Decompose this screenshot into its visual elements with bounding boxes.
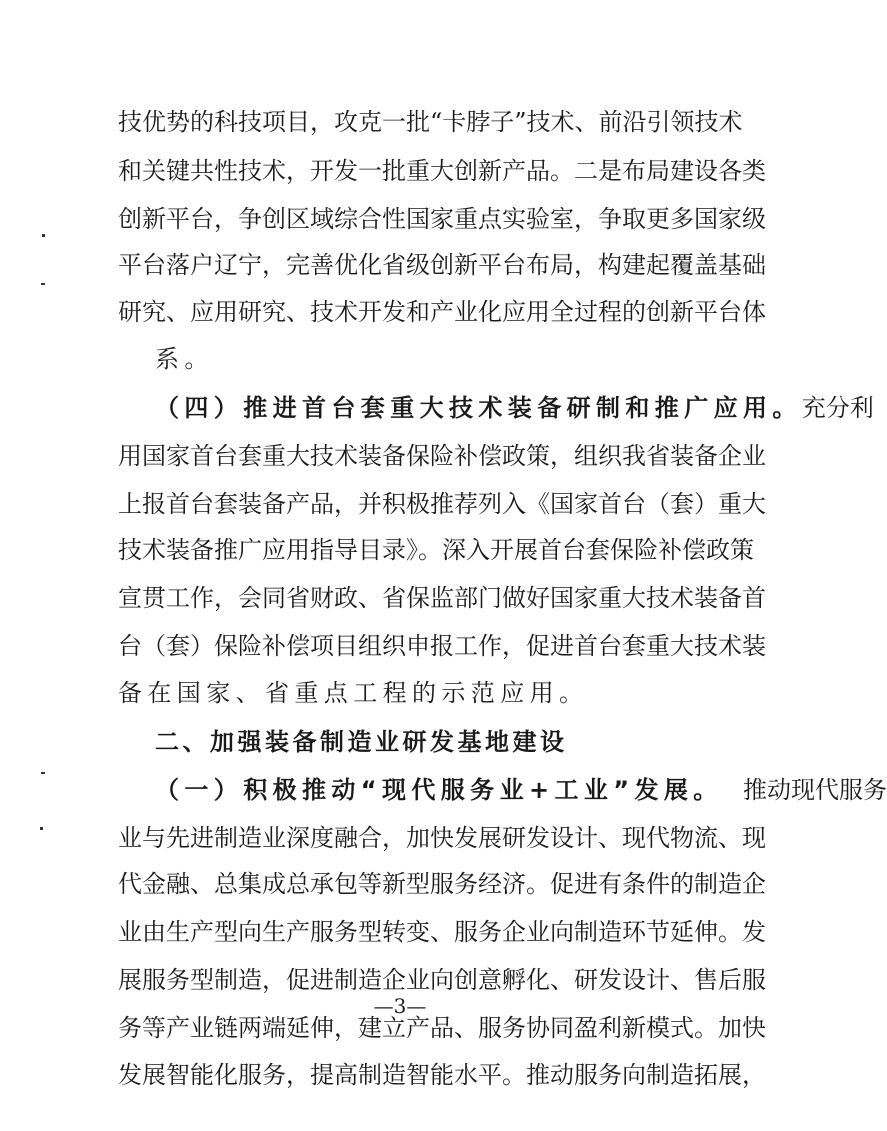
line-text: 台（套）保险补偿项目组织申报工作，促进首台套重大技术装 xyxy=(118,632,766,660)
section-heading: 二、加强装备制造业研发基地建设 xyxy=(155,728,568,756)
line-text: 研究、应用研究、技术开发和产业化应用全过程的创新平台体 xyxy=(118,298,766,326)
line-text: 创新平台，争创区域综合性国家重点实验室，争取更多国家级 xyxy=(118,205,766,233)
scan-dash xyxy=(41,772,45,774)
line-text: 宣贯工作，会同省财政、省保监部门做好国家重大技术装备首 xyxy=(118,584,766,612)
line-text: 技优势的科技项目，攻克一批“卡脖子”技术、前沿引领技术 xyxy=(118,108,743,136)
line-text: 备在国家、省重点工程的示范应用。 xyxy=(118,679,589,707)
line-text: 技术装备推广应用指导目录》。深入开展首台套保险补偿政策 xyxy=(118,536,754,564)
line-text: 平台落户辽宁，完善优化省级创新平台布局，构建起覆盖基础 xyxy=(118,251,766,279)
line-text: 业由生产型向生产服务型转变、服务企业向制造环节延伸。发 xyxy=(118,918,766,946)
line-text: 业与先进制造业深度融合，加快发展研发设计、现代物流、现 xyxy=(118,824,766,852)
scan-dash xyxy=(41,283,45,285)
subsection-title: （一）积极推动“现代服务业+工业”发展。 xyxy=(155,776,723,804)
line-text: 代金融、总集成总承包等新型服务经济。促进有条件的制造企 xyxy=(118,870,766,898)
line-text: 展服务型制造，促进制造企业向创意孵化、研发设计、售后服 xyxy=(118,966,766,994)
line-text: 系。 xyxy=(155,345,214,373)
line-text: 推动现代服务 xyxy=(743,776,887,804)
subsection-title: （四）推进首台套重大技术装备研制和推广应用。 xyxy=(155,394,802,422)
page-number: —3— xyxy=(373,994,427,1018)
line-text: 务等产业链两端延伸，建立产品、服务协同盈利新模式。加快 xyxy=(118,1014,766,1042)
line-text: 上报首台套装备产品，并积极推荐列入《国家首台（套）重大 xyxy=(118,490,766,518)
line-text: 充分利 xyxy=(801,394,874,422)
line-text: 和关键共性技术，开发一批重大创新产品。二是布局建设各类 xyxy=(118,157,766,185)
scan-dot xyxy=(42,234,45,237)
line-text: 发展智能化服务，提高制造智能水平。推动服务向制造拓展， xyxy=(118,1061,766,1089)
scan-dot xyxy=(40,827,43,830)
line-text: 用国家首台套重大技术装备保险补偿政策，组织我省装备企业 xyxy=(118,442,766,470)
